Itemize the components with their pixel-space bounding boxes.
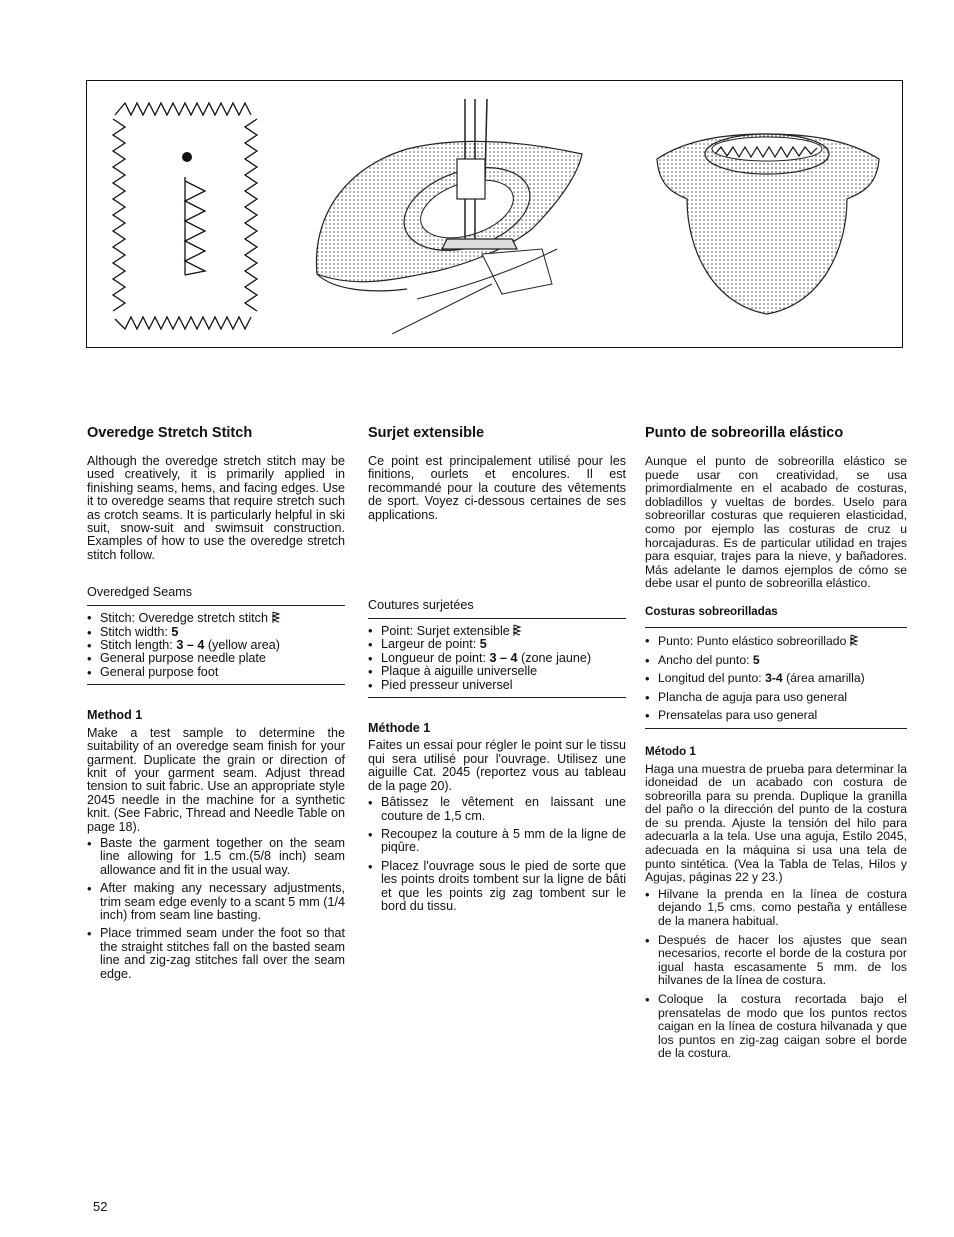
divider	[87, 605, 345, 606]
divider	[368, 618, 626, 619]
spanish-steps	[645, 888, 907, 1061]
english-spec-list	[87, 611, 345, 679]
page-number: 52	[93, 1199, 108, 1214]
english-column	[87, 425, 345, 986]
divider	[645, 627, 907, 628]
spec-item: • Pied presseur universel	[368, 679, 626, 692]
spanish-intro: Aunque el punto de sobreorilla elástico se puede usar con creatividad, se usa primordialmente en el acabado de costuras, dobladillos y vueltas de bordes. Uselo para sobreorillar costuras que requieren elasticidad, como por ejemplo las costuras de cruz u horcajaduras. Es de particular utilidad en trajes para esquiar, trajes para la nieve, y bañadores. Más adelante le damos ejemplos de cómo se debe usar el punto de sobreorilla elástico.	[645, 454, 907, 591]
french-method-title: Méthode 1	[368, 721, 431, 736]
sewing-machine-foot-illustration-icon	[297, 99, 597, 334]
list-item: • Place trimmed seam under the foot so that the straight stitches fall on the basted seam line and zig-zag stitches fall over the seam edge.	[87, 927, 345, 981]
sweater-neckline-illustration-icon	[647, 119, 887, 319]
spec-item: • Stitch: Overedge stretch stitch	[87, 611, 345, 625]
spec-item: • Stitch length: 3 – 4 (yellow area)	[87, 639, 345, 652]
list-item: • Hilvane la prenda en la línea de costura dejando 1,5 cms. como pestaña y entállese de la manera habitual.	[645, 888, 907, 929]
spanish-column	[645, 425, 907, 1066]
overedge-stretch-stitch-diagram-icon	[109, 99, 261, 331]
stretch-stitch-icon	[850, 634, 859, 647]
spec-item: • General purpose foot	[87, 666, 345, 679]
spec-item: • Longitud del punto: 3-4 (área amarilla)	[645, 672, 907, 686]
list-item: • Coloque la costura recortada bajo el prensatelas de modo que los puntos rectos caigan en la línea de costura hilvanada y que los puntos en zig-zag caigan sobre el borde de la costura.	[645, 993, 907, 1061]
spec-item: • Longueur de point: 3 – 4 (zone jaune)	[368, 652, 626, 665]
spec-item: • Prensatelas para uso general	[645, 709, 907, 723]
spec-item: • Plancha de aguja para uso general	[645, 691, 907, 705]
french-steps	[368, 796, 626, 913]
divider	[645, 728, 907, 729]
french-method-text: Faites un essai pour régler le point sur le tissu qui sera utilisé pour l'ouvrage. Utilisez une aiguille Cat. 2045 (reportez vous au tableau de la page 20).	[368, 738, 626, 793]
spanish-spec-list	[645, 634, 907, 723]
spanish-seams-heading: Costuras sobreorilladas	[645, 604, 778, 618]
list-item: • After making any necessary adjustments, trim seam edge evenly to a scant 5 mm (1/4 inch) from seam line basting.	[87, 882, 345, 922]
stretch-stitch-icon	[513, 624, 522, 637]
spec-item: • Point: Surjet extensible	[368, 624, 626, 638]
english-method-text: Make a test sample to determine the suitability of an overedge seam finish for your garment. Duplicate the grain or direction of knit of your garment seam. Adjust thread tension to suit fabric. Use an appropriate style 2045 needle in the machine for a synthetic knit. (See Fabric, Thread and Needle Table on page 18).	[87, 725, 345, 834]
list-item: • Baste the garment together on the seam line allowing for 1.5 cm.(5/8 inch) seam allowance and fit in the usual way.	[87, 837, 345, 877]
list-item: • Bâtissez le vêtement en laissant une couture de 1,5 cm.	[368, 796, 626, 823]
english-steps	[87, 837, 345, 981]
list-item: • Placez l'ouvrage sous le pied de sorte que les points droits tombent sur la ligne de bâti et que les points zig zag tombent sur le bord du tissu.	[368, 860, 626, 914]
spec-item: • Largeur de point: 5	[368, 638, 626, 651]
spec-item: • Plaque à aiguille universelle	[368, 665, 626, 678]
divider	[87, 684, 345, 685]
english-intro: Although the overedge stretch stitch may be used creatively, it is primarily applied in finishing seams, hems, and facing edges. Use it to overedge seams that require stretch such as crotch seams. It is particularly helpful in ski suit, snow-suit and swimsuit construction. Examples of how to use the overedge stretch stitch follow.	[87, 454, 345, 562]
spec-item: • Ancho del punto: 5	[645, 654, 907, 668]
english-method-title: Method 1	[87, 708, 143, 723]
french-column	[368, 425, 626, 918]
french-spec-list	[368, 624, 626, 692]
spec-item: • General purpose needle plate	[87, 652, 345, 665]
spanish-method-title: Método 1	[645, 744, 696, 758]
spanish-method-text: Haga una muestra de prueba para determinar la idoneidad de un acabado con costura de sobreorilla para su prenda. Duplique la granilla del paño o la dirección del punto de la costura de su prenda. Ajuste la tensión del hilo para adecuarla a la tela. Use una aguja, Estilo 2045, adecuada en la máquina si usa una tela de punto sintética. (Vea la Tabla de Telas, Hilos y Agujas, páginas 22 y 23.)	[645, 761, 907, 885]
spec-item: • Stitch width: 5	[87, 626, 345, 639]
list-item: • Después de hacer los ajustes que sean necesarios, recorte el borde de la costura por igual hasta escasamente 5 mm. de los hilvanes de la línea de costura.	[645, 934, 907, 988]
spec-item: • Punto: Punto elástico sobreorillado	[645, 634, 907, 649]
french-intro: Ce point est principalement utilisé pour les finitions, ourlets et encolures. Il est recommandé pour la couture des vêtements de sport. Voyez ci-dessous certaines de ses applications.	[368, 454, 626, 522]
stretch-stitch-icon	[272, 611, 281, 624]
spanish-heading: Punto de sobreorilla elástico	[645, 425, 844, 441]
english-heading: Overedge Stretch Stitch	[87, 425, 253, 441]
french-seams-heading: Coutures surjetées	[368, 598, 474, 613]
list-item: • Recoupez la couture à 5 mm de la ligne de piqûre.	[368, 828, 626, 855]
french-heading: Surjet extensible	[368, 425, 485, 441]
english-seams-heading: Overedged Seams	[87, 585, 193, 600]
illustration-panel	[86, 80, 903, 348]
divider	[368, 697, 626, 698]
